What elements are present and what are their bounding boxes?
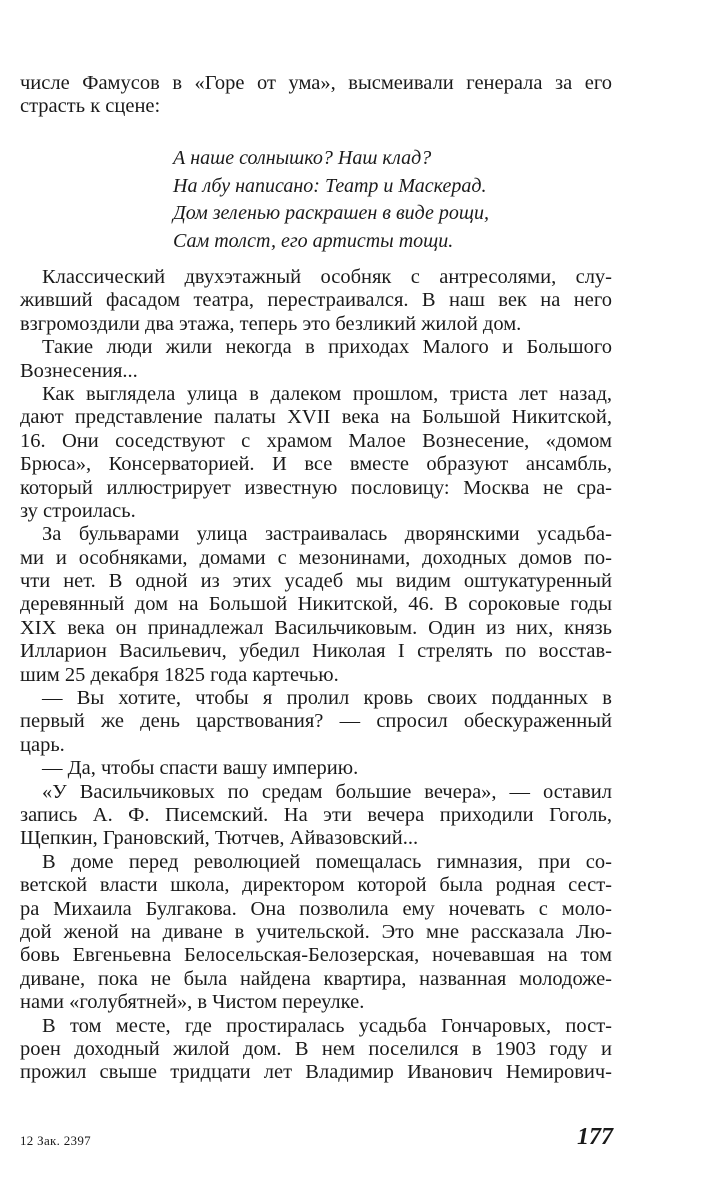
text-line: Вознесения...: [20, 359, 138, 382]
text-line: запись А. Ф. Писемский. На эти вечера приходили Гоголь,: [20, 803, 612, 826]
text-line: зу строилась.: [20, 499, 136, 522]
text-line: деревянный дом на Большой Никитской, 46. В сороковые годы: [20, 593, 612, 616]
text-line: дают представление палаты XVII века на Большой Никитской,: [20, 406, 612, 429]
verse-quote: [173, 145, 493, 255]
text-line: страсть к сцене:: [20, 95, 161, 118]
verse-line: Дом зеленью раскрашен в виде рощи,: [173, 202, 489, 224]
text-line: — Вы хотите, чтобы я пролил кровь своих подданных в: [42, 687, 612, 710]
text-line: Щепкин, Грановский, Тютчев, Айвазовский...: [20, 827, 419, 850]
text-line: 16. Они соседствуют с храмом Малое Вознесение, «домом: [20, 429, 612, 452]
text-line: В доме перед революцией помещалась гимназия, при со-: [42, 850, 612, 873]
verse-line: А наше солнышко? Наш клад?: [173, 147, 432, 169]
text-line: Брюса», Консерваторией. И все вместе образуют ансамбль,: [20, 453, 612, 476]
text-line: первый же день царствования? — спросил обескураженный: [20, 710, 612, 733]
text-line: Такие люди жили некогда в приходах Малого и Большого: [42, 336, 612, 359]
text-line: ра Михаила Булгакова. Она позволила ему ночевать с моло-: [20, 897, 612, 920]
text-line: В том месте, где простиралась усадьба Гончаровых, пост-: [42, 1014, 612, 1037]
text-line: диване, пока не была найдена квартира, названная молодоже-: [20, 967, 612, 990]
text-line: живший фасадом театра, перестраивался. В наш век на него: [20, 289, 612, 312]
opening-paragraph: [20, 72, 612, 119]
verse-line: Сам толст, его артисты тощи.: [173, 229, 454, 252]
text-line: прожил свыше тридцати лет Владимир Иванович Немирович-: [20, 1061, 612, 1084]
page-number: 177: [577, 1124, 613, 1150]
text-line: Классический двухэтажный особняк с антресолями, слу-: [42, 266, 612, 288]
text-line: XIX века он принадлежал Васильчиковым. Один из них, князь: [20, 616, 612, 639]
text-line: За бульварами улица застраивалась дворянскими усадьба-: [42, 523, 612, 546]
text-line: Илларион Васильевич, убедил Николая I стрелять по восстав-: [20, 640, 612, 663]
text-line: нами «голубятней», в Чистом переулке.: [20, 991, 365, 1014]
text-line: чти нет. В одной из этих усадеб мы видим оштукатуренный: [20, 570, 612, 593]
text-line: бовь Евгеньевна Белосельская-Белозерская, ночевавшая на том: [20, 944, 612, 967]
text-line: шим 25 декабря 1825 года картечью.: [20, 663, 339, 686]
text-line: царь.: [20, 733, 65, 756]
text-line: ветской власти школа, директором которой была родная сест-: [20, 874, 612, 897]
text-line: числе Фамусов в «Горе от ума», высмеивали генерала за его: [20, 72, 612, 94]
text-line: который иллюстрирует известную пословицу: Москва не сра-: [20, 476, 612, 499]
text-line: роен доходный жилой дом. В нем поселился в 1903 году и: [20, 1037, 612, 1060]
main-text: [20, 266, 612, 1085]
printer-signature: 12 Зак. 2397: [20, 1133, 91, 1148]
text-line: «У Васильчиковых по средам большие вечера», — оставил: [42, 780, 612, 803]
text-line: дой женой на диване в учительской. Это мне рассказала Лю-: [20, 920, 612, 943]
verse-line: На лбу написано: Театр и Маскерад.: [173, 174, 487, 197]
text-line: Как выглядела улица в далеком прошлом, триста лет назад,: [42, 382, 612, 405]
text-line: взгромоздили два этажа, теперь это безликий жилой дом.: [20, 312, 522, 335]
text-line: ми и особняками, домами с мезонинами, доходных домов по-: [20, 546, 612, 569]
text-line: — Да, чтобы спасти вашу империю.: [42, 757, 359, 780]
